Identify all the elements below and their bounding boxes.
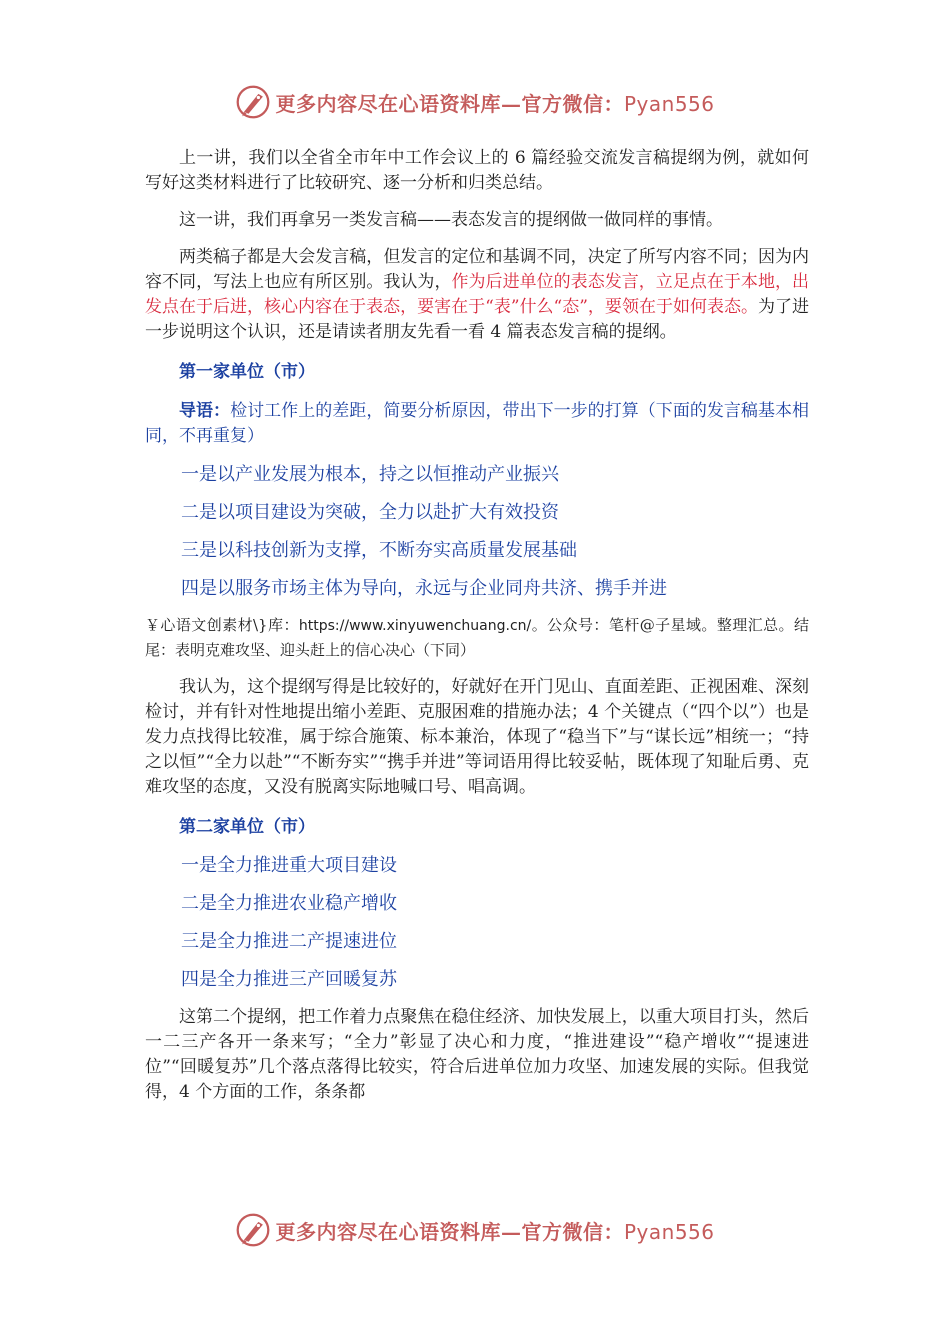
unit-1-item: 三是以科技创新为支撑，不断夯实高质量发展基础	[181, 540, 577, 561]
source-url: https://www.xinyuwenchuang.cn/	[298, 618, 532, 634]
unit-1-item: 二是以项目建设为突破，全力以赴扩大有效投资	[181, 502, 559, 523]
paragraph-3: 两类稿子都是大会发言稿，但发言的定位和基调不同，决定了所写内容不同；因为内容不同，写法上也应有所区别。我认为，作为后进单位的表态发言，立足点在于本地，出发点在于后进，核心内容在于表态，要害在于“表”什么“态”，要领在于如何表态。为了进一步说明这个认识，还是请读者朋友先看一看 4 篇表态发言稿的提纲。	[145, 247, 810, 342]
document-body	[145, 146, 809, 1105]
unit-1-item: 四是以服务市场主体为导向，永远与企业同舟共济、携手并进	[181, 578, 667, 599]
unit-2-item: 一是全力推进重大项目建设	[181, 855, 397, 876]
banner-text: 更多内容尽在心语资料库—官方微信：Pyan556	[275, 91, 715, 116]
pen-nib-logo-icon	[235, 1212, 271, 1248]
wechat-id: Pyan556	[623, 1219, 715, 1244]
unit-2-item: 二是全力推进农业稳产增收	[181, 893, 397, 914]
unit-2-heading: 第二家单位（市）	[179, 817, 315, 837]
paragraph-2: 这一讲，我们再拿另一类发言稿——表态发言的提纲做一做同样的事情。	[179, 210, 723, 230]
intro-label: 导语：	[179, 401, 231, 421]
wechat-id: Pyan556	[623, 91, 715, 116]
paragraph-5: 这第二个提纲，把工作着力点聚焦在稳住经济、加快发展上，以重大项目打头，然后一二三产各开一条来写；“全力”彰显了决心和力度，“推进建设”“稳产增收”“提速进位”“回暖复苏”几个落点落得比较实，符合后进单位加力攻坚、加速发展的实际。但我觉得，4 个方面的工作，条条都	[145, 1007, 809, 1102]
header-banner	[0, 82, 950, 122]
banner-text: 更多内容尽在心语资料库—官方微信：Pyan556	[275, 1219, 715, 1244]
paragraph-1: 上一讲，我们以全省全市年中工作会议上的 6 篇经验交流发言稿提纲为例，就如何写好这类材料进行了比较研究、逐一分析和归类总结。	[145, 148, 809, 193]
unit-1-heading: 第一家单位（市）	[179, 362, 315, 382]
highlight-text: 作为后进单位的表态发言，立足点在于本地，出发点在于后进，核心内容在于表态，要害在于“表”什么“态”，要领在于如何表态。	[145, 272, 810, 317]
source-note: ￥心语文创素材\}库：https://www.xinyuwenchuang.cn/。公众号：笔杆@子星域。整理汇总。结尾：表明克难攻坚、迎头赶上的信心决心（下同）	[145, 616, 809, 659]
pen-nib-logo-icon	[235, 84, 271, 120]
unit-2-item: 三是全力推进二产提速进位	[181, 931, 397, 952]
unit-2-item: 四是全力推进三产回暖复苏	[181, 969, 397, 990]
unit-1-item: 一是以产业发展为根本，持之以恒推动产业振兴	[181, 464, 559, 485]
paragraph-4: 我认为，这个提纲写得是比较好的，好就好在开门见山、直面差距、正视困难、深刻检讨，并有针对性地提出缩小差距、克服困难的措施办法；4 个关键点（“四个以”）也是发力点找得比较准，属于综合施策、标本兼治，体现了“稳当下”与“谋长远”相统一；“持之以恒”“全力以赴”“不断夯实”“携手并进”等词语用得比较妥帖，既体现了知耻后勇、克难攻坚的态度，又没有脱离实际地喊口号、唱高调。	[145, 677, 809, 797]
footer-banner	[0, 1210, 950, 1250]
intro-paragraph: 导语：检讨工作上的差距，简要分析原因，带出下一步的打算（下面的发言稿基本相同，不再重复）	[145, 401, 810, 446]
